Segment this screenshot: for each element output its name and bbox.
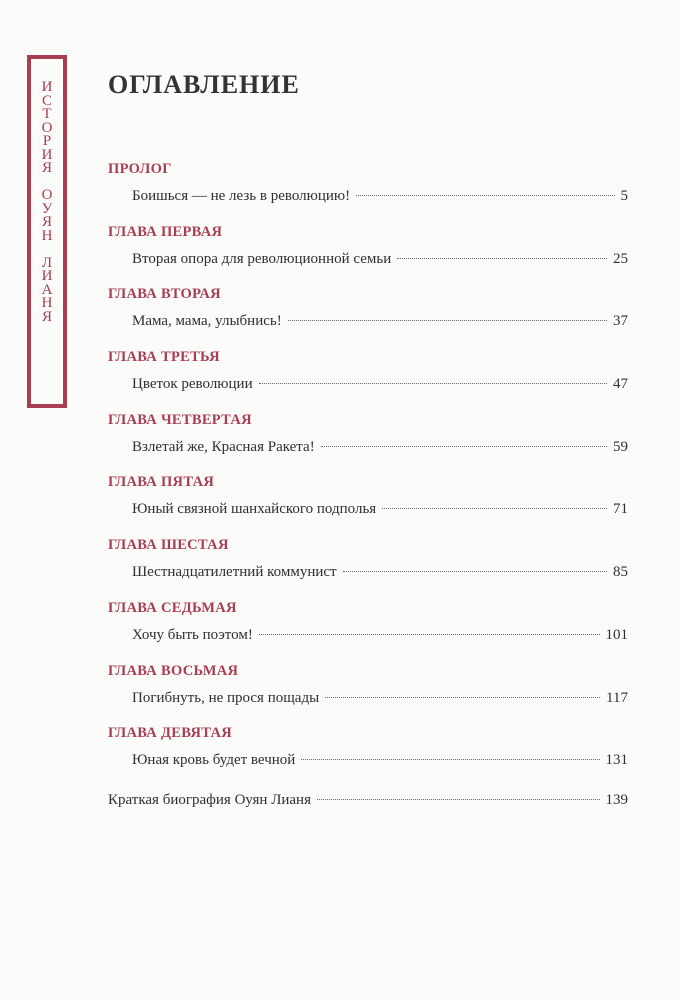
spine-letter: О bbox=[41, 187, 53, 203]
toc-entry[interactable] bbox=[132, 564, 628, 581]
spine-letter: Я bbox=[41, 160, 52, 176]
spine-letter: С bbox=[41, 92, 52, 109]
chapter-heading: ГЛАВА ДЕВЯТАЯ bbox=[108, 725, 233, 742]
toc-entry[interactable] bbox=[132, 690, 628, 707]
dot-leader bbox=[397, 258, 607, 259]
spine-letter: И bbox=[41, 146, 53, 163]
toc-entry[interactable] bbox=[132, 501, 628, 518]
toc-chapter-6 bbox=[108, 537, 628, 600]
spine-letter: Н bbox=[41, 227, 53, 244]
toc-chapter-9 bbox=[108, 725, 628, 788]
page-number: 85 bbox=[613, 564, 628, 581]
dot-leader bbox=[301, 759, 599, 760]
toc-chapter-8 bbox=[108, 663, 628, 726]
entry-title: Юный связной шанхайского подполья bbox=[132, 501, 377, 518]
spine-letter: Я bbox=[41, 308, 52, 325]
page-number: 101 bbox=[605, 626, 628, 643]
page-number: 59 bbox=[613, 438, 628, 455]
toc-chapter-5 bbox=[108, 474, 628, 537]
toc-chapter-4 bbox=[108, 412, 628, 475]
page-number: 5 bbox=[620, 188, 628, 204]
entry-title: Мама, мама, улыбнись! bbox=[132, 313, 282, 330]
page-number: 37 bbox=[613, 313, 628, 330]
entry-title: Юная кровь будет вечной bbox=[132, 752, 296, 769]
toc-chapter-prologue bbox=[108, 161, 628, 224]
entry-title: Цветок революции bbox=[132, 376, 253, 393]
spine-letter: О bbox=[41, 119, 53, 136]
dot-leader bbox=[259, 383, 607, 384]
spine-frame bbox=[27, 55, 67, 408]
entry-title: Взлетай же, Красная Ракета! bbox=[132, 438, 315, 455]
toc-entry[interactable] bbox=[132, 251, 628, 268]
spine-letter: И bbox=[41, 268, 53, 284]
page-number: 131 bbox=[605, 752, 628, 769]
entry-title: Боишься — не лезь в революцию! bbox=[132, 188, 351, 204]
entry-title: Шестнадцатилетний коммунист bbox=[132, 564, 337, 581]
chapter-heading: ГЛАВА ПЯТАЯ bbox=[108, 474, 215, 491]
page-number: 117 bbox=[606, 689, 628, 706]
dot-leader bbox=[288, 320, 607, 321]
toc-entry[interactable] bbox=[132, 313, 628, 330]
dot-leader bbox=[356, 195, 614, 196]
spine-letter: Я bbox=[41, 214, 52, 230]
toc-chapter-7 bbox=[108, 600, 628, 663]
entry-title: Краткая биография Оуян Лианя bbox=[108, 792, 311, 808]
table-of-contents bbox=[108, 161, 628, 788]
chapter-heading: ГЛАВА ПЕРВАЯ bbox=[108, 223, 223, 240]
spine-letter: Т bbox=[42, 106, 52, 122]
toc-entry[interactable] bbox=[132, 376, 628, 393]
chapter-heading: ГЛАВА ТРЕТЬЯ bbox=[108, 349, 220, 366]
dot-leader bbox=[259, 634, 600, 635]
chapter-heading: ГЛАВА СЕДЬМАЯ bbox=[108, 599, 237, 616]
entry-title: Вторая опора для революционной семьи bbox=[132, 250, 392, 267]
dot-leader bbox=[317, 799, 600, 800]
dot-leader bbox=[325, 697, 600, 698]
entry-title: Погибнуть, не прося пощады bbox=[132, 689, 320, 706]
toc-entry[interactable] bbox=[132, 439, 628, 456]
page-number: 47 bbox=[613, 376, 628, 393]
page-title: ОГЛАВЛЕНИЕ bbox=[108, 70, 300, 99]
page-number: 25 bbox=[613, 250, 628, 267]
page-number: 71 bbox=[613, 501, 628, 518]
chapter-heading: ГЛАВА ВОСЬМАЯ bbox=[108, 662, 239, 679]
toc-chapter-1 bbox=[108, 224, 628, 287]
spine-letter: Л bbox=[41, 254, 53, 271]
dot-leader bbox=[321, 446, 607, 447]
toc-entry-biography[interactable] bbox=[108, 792, 628, 809]
dot-leader bbox=[343, 571, 607, 572]
chapter-heading: ГЛАВА ЧЕТВЕРТАЯ bbox=[108, 411, 252, 428]
spine-letter: А bbox=[41, 281, 53, 298]
toc-chapter-2 bbox=[108, 286, 628, 349]
chapter-heading: ПРОЛОГ bbox=[108, 161, 172, 177]
spine-letter: Н bbox=[41, 295, 53, 311]
chapter-heading: ГЛАВА ШЕСТАЯ bbox=[108, 537, 229, 554]
entry-title: Хочу быть поэтом! bbox=[132, 626, 253, 643]
spine-letter: У bbox=[41, 200, 53, 217]
dot-leader bbox=[382, 508, 607, 509]
toc-entry[interactable] bbox=[132, 188, 628, 205]
chapter-heading: ГЛАВА ВТОРАЯ bbox=[108, 286, 221, 303]
page-number: 139 bbox=[605, 792, 628, 808]
spine-text bbox=[31, 59, 63, 404]
toc-chapter-3 bbox=[108, 349, 628, 412]
toc-entry[interactable] bbox=[132, 627, 628, 644]
spine-letter: Р bbox=[42, 133, 52, 149]
spine-letter: И bbox=[41, 79, 53, 95]
toc-entry[interactable] bbox=[132, 752, 628, 769]
